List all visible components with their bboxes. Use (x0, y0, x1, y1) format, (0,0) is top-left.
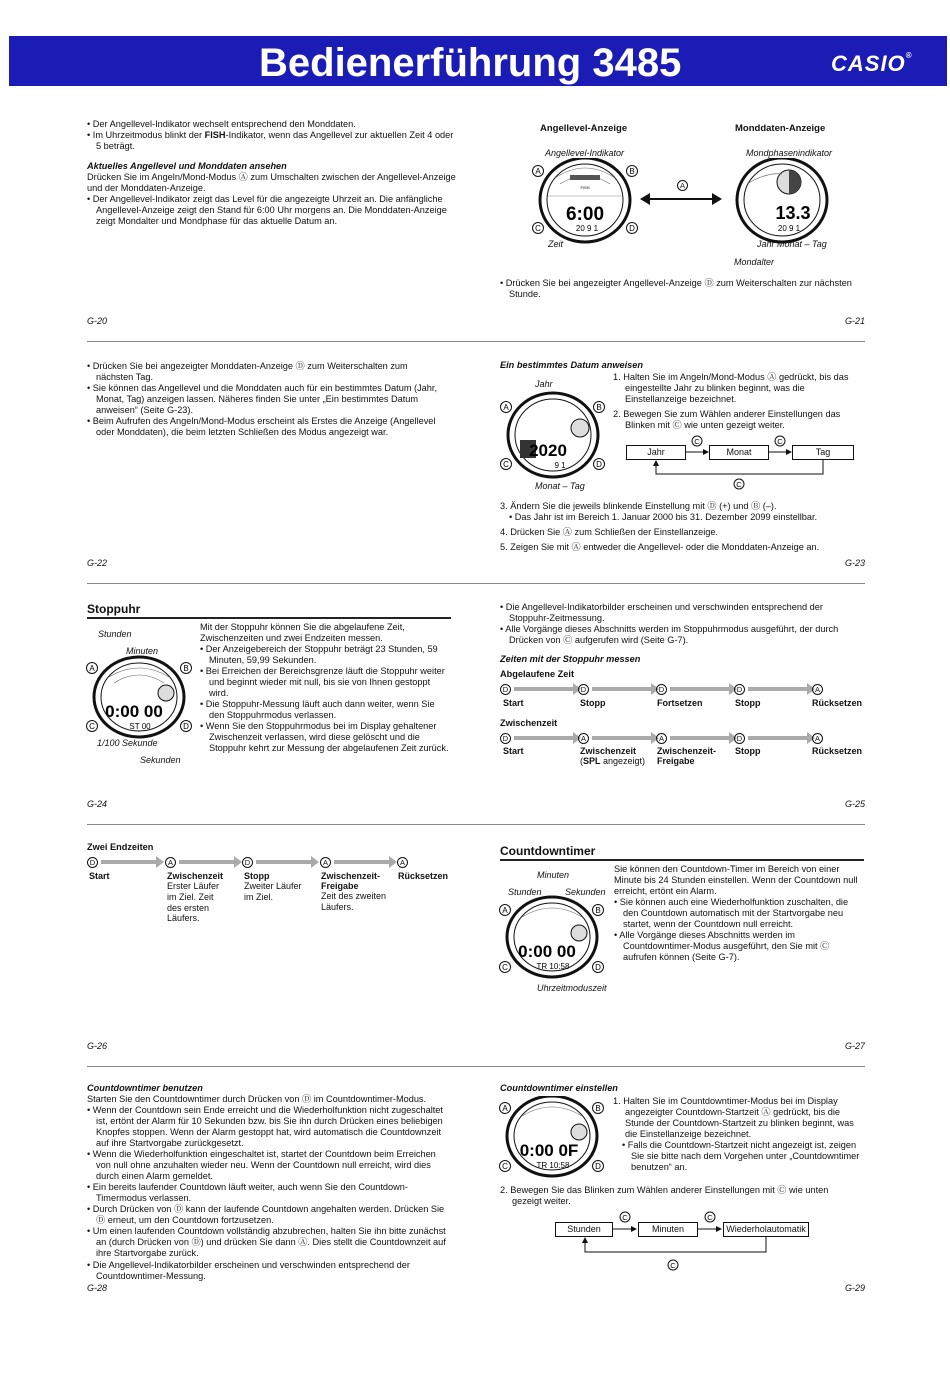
svg-text:C: C (777, 437, 783, 446)
g24-bullet-2: • Bei Erreichen der Bereichsgrenze läuft die Stoppuhr weiter und beginnt wieder mit null, bis sie von Ihnen gestoppt wird. (200, 666, 452, 699)
g27-label-stunden: Stunden (508, 887, 542, 897)
g22-bullet-2: • Sie können das Angellevel und die Monddaten auch für ein bestimmtes Datum (Jahr, Monat, Tag) anzeigen lassen. Näheres finden Sie unter „Ein bestimmtes Datum anweisen“ (Seite G-23). (87, 383, 447, 416)
g28-bullet-6: • Die Angellevel-Indikatorbilder erscheinen und verschwinden entsprechend der Countdowntimer-Messung. (87, 1260, 449, 1282)
g27-section-title: Countdowntimer (500, 844, 596, 858)
section-g20 (87, 119, 457, 227)
flow1-key-4: D (734, 683, 745, 695)
flow2-label-1: Start (503, 746, 524, 756)
g23-steps (613, 372, 858, 431)
g28-bullet-5: • Um einen laufenden Countdown vollständig abzubrechen, halten Sie ihn bitte zunächst an (durch Drücken von Ⓓ) und drücken Sie dann Ⓐ. Dies stellt die Countdownzeit auf ihre Startvorgabe zurück. (87, 1226, 449, 1259)
flow3-label-3: Stopp (244, 871, 270, 881)
svg-text:20 9 1: 20 9 1 (777, 224, 801, 233)
flow3-label-1: Start (89, 871, 110, 881)
g21-label-zeit: Zeit (548, 239, 564, 249)
svg-text:D: D (183, 722, 189, 731)
flow-connectors (620, 434, 860, 490)
divider (87, 583, 865, 584)
g28-body: Starten Sie den Countdowntimer durch Drücken von Ⓓ im Countdowntimer-Modus. (87, 1094, 427, 1105)
casio-logo: CASIO® (831, 51, 913, 76)
g24-bullet-4: • Wenn Sie den Stoppuhrmodus bei im Display gehaltener Zwischenzeit verlassen, wird diese gelöscht und die Stoppuhr kehrt zur Messung der abgelaufenen Zeit zurück. (200, 721, 452, 754)
flow1-label-2: Stopp (580, 698, 606, 708)
svg-text:A: A (503, 403, 509, 412)
flow3-key-1: D (87, 856, 98, 868)
g21-label-mondphase: Mondphasenindikator (746, 148, 833, 158)
svg-text:C: C (670, 1261, 676, 1270)
flow3-label-4: Zwischenzeit- (321, 871, 381, 881)
watch-stopwatch-illustration (84, 655, 196, 741)
flow2-label-3: Zwischenzeit- (657, 746, 717, 756)
g25-sub-abgelaufen: Abgelaufene Zeit (500, 669, 575, 679)
page-number: G-29 (845, 1283, 866, 1293)
g21-label-mondalter: Mondalter (734, 257, 775, 267)
flow-box-jahr: Jahr (626, 445, 686, 460)
g20-body: Drücken Sie im Angeln/Mond-Modus Ⓐ zum Umschalten zwischen der Angellevel-Anzeige und der Monddaten-Anzeige. (87, 172, 456, 194)
g28-bullet-2: • Wenn die Wiederholfunktion eingeschaltet ist, startet der Countdown beim Erreichen von null ohne anzuhalten wieder neu. Wenn der Countdown null erreicht, wird dies durch einen Alarm gemeldet. (87, 1149, 449, 1182)
flow-box-monat: Monat (709, 445, 769, 460)
page-number: G-22 (87, 558, 108, 568)
flow2-key-3: A (656, 732, 667, 744)
watch-countdown-illustration (497, 895, 609, 979)
svg-text:0:00 0F: 0:00 0F (519, 1141, 579, 1160)
flow3-key-4: A (320, 856, 331, 868)
g24-bullet-3: • Die Stoppuhr-Messung läuft auch dann weiter, wenn Sie den Stoppuhrmodus verlassen. (200, 699, 452, 721)
svg-text:D: D (629, 224, 635, 233)
flow1-label-3: Fortsetzen (657, 698, 703, 708)
header-banner (9, 36, 947, 86)
flow1-key-5: A (812, 683, 823, 695)
flow3-label-2: Zwischenzeit (167, 871, 224, 881)
section-underline (500, 859, 864, 861)
svg-text:A: A (89, 664, 95, 673)
g24-text (200, 622, 452, 754)
g29-step-1b: • Falls die Countdown-Startzeit nicht angezeigt ist, zeigen Sie sie bitte nach dem Vorgehen unter „Countdowntimer benutzen“ an. (613, 1140, 863, 1173)
divider (87, 341, 865, 342)
g28-heading: Countdowntimer benutzen (87, 1083, 203, 1093)
g25-heading: Zeiten mit der Stoppuhr messen (500, 654, 641, 664)
svg-text:ST 00: ST 00 (129, 722, 151, 731)
flow2-label-5: Rücksetzen (812, 746, 863, 756)
flow1-key-1: D (500, 683, 511, 695)
g27-bullet-1: • Sie können auch eine Wiederholfunktion zuschalten, die den Countdown automatisch mit der Startvorgabe neu startet, wenn der Countdown null erreicht. (614, 897, 862, 930)
flow-arrow (179, 860, 235, 864)
g26-heading: Zwei Endzeiten (87, 842, 154, 852)
page-number: G-21 (845, 316, 866, 326)
page-number: G-28 (87, 1283, 108, 1293)
svg-text:B: B (595, 906, 601, 915)
g21-label-indikator: Angellevel-Indikator (545, 148, 625, 158)
svg-text:C: C (694, 437, 700, 446)
flow1-key-2: D (578, 683, 589, 695)
svg-text:2020: 2020 (529, 441, 567, 460)
flow-connectors-countdown (550, 1210, 820, 1274)
svg-text:D: D (596, 460, 602, 469)
watch-countdown-setting-illustration (497, 1096, 609, 1180)
g28-bullet-4: • Durch Drücken von Ⓓ kann der laufende Countdown angehalten werden. Drücken Sie Ⓓ erneut, um den Countdown fortzusetzen. (87, 1204, 449, 1226)
svg-text:9 1: 9 1 (554, 461, 566, 470)
flow-arrow (256, 860, 312, 864)
flow-arrow (334, 860, 390, 864)
g27-label-sekunden: Sekunden (565, 887, 606, 897)
svg-text:A: A (535, 167, 541, 176)
flow3-key-5: A (397, 856, 408, 868)
flow-arrow (592, 736, 652, 740)
g24-bullet-1: • Der Anzeigebereich der Stoppuhr beträgt 23 Stunden, 59 Minuten, 59,99 Sekunden. (200, 644, 452, 666)
svg-text:C: C (535, 224, 541, 233)
flow-arrow (670, 736, 730, 740)
flow2-key-1: D (500, 732, 511, 744)
g29-heading: Countdowntimer einstellen (500, 1083, 618, 1093)
svg-text:D: D (595, 963, 601, 972)
g23-step-3b: • Das Jahr ist im Bereich 1. Januar 2000 bis 31. Dezember 2099 einstellbar. (500, 512, 860, 523)
flow3-sub-4: Zeit des zweiten Läufers. (321, 891, 387, 912)
g27-text (614, 864, 862, 963)
g23-step-5: 5. Zeigen Sie mit Ⓐ entweder die Angellevel- oder die Monddaten-Anzeige an. (500, 542, 820, 553)
flow-arrow (748, 736, 808, 740)
g25-bullet-1: • Die Angellevel-Indikatorbilder erscheinen und verschwinden entsprechend der Stoppuhr-Zeitmessung. (500, 602, 862, 624)
g20-bullet-3: • Der Angellevel-Indikator zeigt das Level für die angezeigte Uhrzeit an. Die anfängliche Angellevel-Anzeige zeigt den Stand für 6:00 Uhr morgens an. Die Monddaten-Anzeige zeigt Mondalter und Mondphase für das aktuelle Datum an. (87, 194, 457, 227)
svg-text:13.3: 13.3 (775, 203, 811, 223)
svg-text:0:00 00: 0:00 00 (105, 702, 163, 721)
g29-step-2: 2. Bewegen Sie das Blinken zum Wählen anderer Einstellungen mit Ⓒ wie unten gezeigt weiter. (500, 1185, 829, 1207)
g24-label-minuten: Minuten (126, 646, 159, 656)
g21-bullet: • Drücken Sie bei angezeigter Angellevel-Anzeige Ⓓ zum Weiterschalten zur nächsten Stunde. (500, 278, 860, 300)
g23-step-3: 3. Ändern Sie die jeweils blinkende Einstellung mit Ⓓ (+) und Ⓑ (–). (500, 501, 777, 511)
svg-text:C: C (502, 1162, 508, 1171)
g24-intro: Mit der Stoppuhr können Sie die abgelaufene Zeit, Zwischenzeiten und zwei Endzeiten messen. (200, 622, 405, 644)
flow2-key-5: A (812, 732, 823, 744)
flow-arrow (514, 736, 574, 740)
svg-text:B: B (596, 403, 602, 412)
flow-box-stunden: Stunden (555, 1222, 613, 1237)
g24-label-sekunden: Sekunden (140, 755, 181, 765)
watch-angellevel-illustration (530, 158, 640, 248)
g21-title-right: Monddaten-Anzeige (735, 123, 826, 134)
section-g22 (87, 361, 447, 438)
flow-arrow (514, 687, 574, 691)
page-title: Bedienerführung 3485 (259, 41, 682, 85)
flow1-label-5: Rücksetzen (812, 698, 863, 708)
g28-bullet-3: • Ein bereits laufender Countdown läuft weiter, auch wenn Sie den Countdown-Timermodus verlassen. (87, 1182, 449, 1204)
svg-text:A: A (502, 1104, 508, 1113)
flow-arrow (592, 687, 652, 691)
flow-box-minuten: Minuten (638, 1222, 698, 1237)
flow1-label-1: Start (503, 698, 524, 708)
g22-bullet-3: • Beim Aufrufen des Angeln/Mond-Modus erscheint als Erstes die Anzeige (Angellevel oder Monddaten), die beim letzten Schließen des Modus angezeigt war. (87, 416, 447, 438)
flow1-label-4: Stopp (735, 698, 761, 708)
svg-text:C: C (89, 722, 95, 731)
g21-label-jmt: Jahr Monat – Tag (757, 239, 827, 249)
flow-arrow (748, 687, 808, 691)
flow3-label-5: Rücksetzen (398, 871, 449, 881)
flow3-sub-3: Zweiter Läufer im Ziel. (244, 881, 302, 902)
flow2-label-2: Zwischenzeit (580, 746, 637, 756)
svg-text:TR 10:58: TR 10:58 (536, 962, 570, 971)
g27-label-uhrzeit: Uhrzeitmoduszeit (537, 983, 607, 993)
svg-text:0:00 00: 0:00 00 (518, 942, 576, 961)
g23-heading: Ein bestimmtes Datum anweisen (500, 360, 643, 370)
svg-text:20 9 1: 20 9 1 (575, 224, 599, 233)
flow3-label-4-sub: Freigabe (321, 881, 359, 891)
flow-arrow (670, 687, 730, 691)
flow3-key-3: D (242, 856, 253, 868)
g20-bullet-1: • Der Angellevel-Indikator wechselt entsprechend den Monddaten. (87, 119, 457, 130)
section-underline (87, 617, 451, 619)
svg-text:B: B (183, 664, 189, 673)
svg-text:B: B (595, 1104, 601, 1113)
flow-arrow (101, 860, 157, 864)
flow2-label-4: Stopp (735, 746, 761, 756)
g24-section-title: Stoppuhr (87, 602, 141, 616)
g23-label-monat-tag: Monat – Tag (535, 481, 585, 491)
flow-box-tag: Tag (792, 445, 854, 460)
g28-bullet-1: • Wenn der Countdown sein Ende erreicht und die Wiederholfunktion nicht zugeschaltet ist, ertönt der Alarm für 10 Sekunden bzw. bis Sie ihn durch Drücken eines beliebigen Knopfes stoppen. Wenn der Alarm gestoppt hat, wird automatisch die Countdownzeit auf ihre Startvorgabe zurückgesetzt. (87, 1105, 449, 1149)
key-a-icon: A (677, 179, 688, 191)
svg-text:C: C (736, 480, 742, 489)
watch-monddaten-illustration (727, 158, 837, 248)
g24-label-stunden: Stunden (98, 629, 132, 639)
page-number: G-27 (845, 1041, 866, 1051)
section-g28 (87, 1083, 449, 1282)
page-number: G-20 (87, 316, 108, 326)
flow1-key-3: D (656, 683, 667, 695)
g27-bullet-2: • Alle Vorgänge dieses Abschnitts werden im Countdowntimer-Modus ausgeführt, den Sie mit Ⓒ aufrufen können (Seite G-7). (614, 930, 862, 963)
g21-title-left: Angellevel-Anzeige (540, 123, 628, 134)
flow2-label-3-sub: Freigabe (657, 756, 695, 766)
svg-text:FISH: FISH (580, 185, 590, 190)
svg-text:A: A (502, 906, 508, 915)
page-number: G-23 (845, 558, 866, 568)
g20-heading: Aktuelles Angellevel und Monddaten ansehen (87, 161, 287, 172)
flow-box-wiederholautomatik: Wiederholautomatik (723, 1222, 809, 1237)
g22-bullet-1: • Drücken Sie bei angezeigter Monddaten-Anzeige Ⓓ zum Weiterschalten zum nächsten Tag. (87, 361, 447, 383)
page-number: G-25 (845, 799, 866, 809)
page-number: G-24 (87, 799, 108, 809)
flow2-label-2-sub: (SPL angezeigt) (580, 756, 646, 766)
svg-text:B: B (629, 167, 635, 176)
svg-text:TR 10:58: TR 10:58 (536, 1161, 570, 1170)
svg-text:C: C (503, 460, 509, 469)
g21-bullet-block (500, 278, 860, 300)
divider (87, 824, 865, 825)
flow3-sub-2: Erster Läufer im Ziel. Zeit des ersten Läufers. (167, 881, 220, 924)
g23-step-1: 1. Halten Sie im Angeln/Mond-Modus Ⓐ gedrückt, bis das eingestellte Jahr zu blinken beginnt, was die Einstellanzeige bezeichnet. (613, 372, 849, 405)
flow3-key-2: A (165, 856, 176, 868)
g23-label-jahr: Jahr (535, 379, 553, 389)
g25-sub-zwischen: Zwischenzeit (500, 718, 558, 728)
svg-text:6:00: 6:00 (565, 204, 605, 225)
divider (87, 1066, 865, 1067)
svg-text:C: C (502, 963, 508, 972)
g25-bullets (500, 602, 862, 646)
g20-bullet-2: • Im Uhrzeitmodus blinkt der FISH-Indikator, wenn das Angellevel zur aktuellen Zeit 4 oder 5 beträgt. (87, 130, 457, 152)
g29-step-1: 1. Halten Sie im Countdowntimer-Modus bei im Display angezeigter Countdown-Startzeit Ⓐ gedrückt, bis die Stunde der Countdown-Startzeit zu blinken beginnt, was die Einstellanzeige bezeichnet. (613, 1096, 854, 1140)
g24-label-hundert: 1/100 Sekunde (97, 738, 158, 748)
svg-text:C: C (622, 1213, 628, 1222)
g29-step-2-block (500, 1185, 860, 1207)
g27-intro: Sie können den Countdown-Timer im Bereich von einer Minute bis 24 Stunden einstellen. Wenn der Countdown null erreicht, ertönt ein Alarm. (614, 864, 858, 897)
g25-bullet-2: • Alle Vorgänge dieses Abschnitts werden im Stoppuhrmodus ausgeführt, der durch Drücken von Ⓒ aufgerufen wird (Seite G-7). (500, 624, 862, 646)
flow2-key-2: A (578, 732, 589, 744)
g27-label-minuten: Minuten (537, 870, 570, 880)
svg-text:D: D (595, 1162, 601, 1171)
svg-text:C: C (707, 1213, 713, 1222)
watch-date-setting-illustration (498, 390, 608, 480)
g29-steps (613, 1096, 863, 1173)
page-number: G-26 (87, 1041, 108, 1051)
g23-steps-2 (500, 501, 860, 553)
flow2-key-4: D (734, 732, 745, 744)
g23-step-2: 2. Bewegen Sie zum Wählen anderer Einstellungen das Blinken mit Ⓒ wie unten gezeigt weiter. (613, 409, 841, 431)
g23-step-4: 4. Drücken Sie Ⓐ zum Schließen der Einstellanzeige. (500, 527, 719, 538)
